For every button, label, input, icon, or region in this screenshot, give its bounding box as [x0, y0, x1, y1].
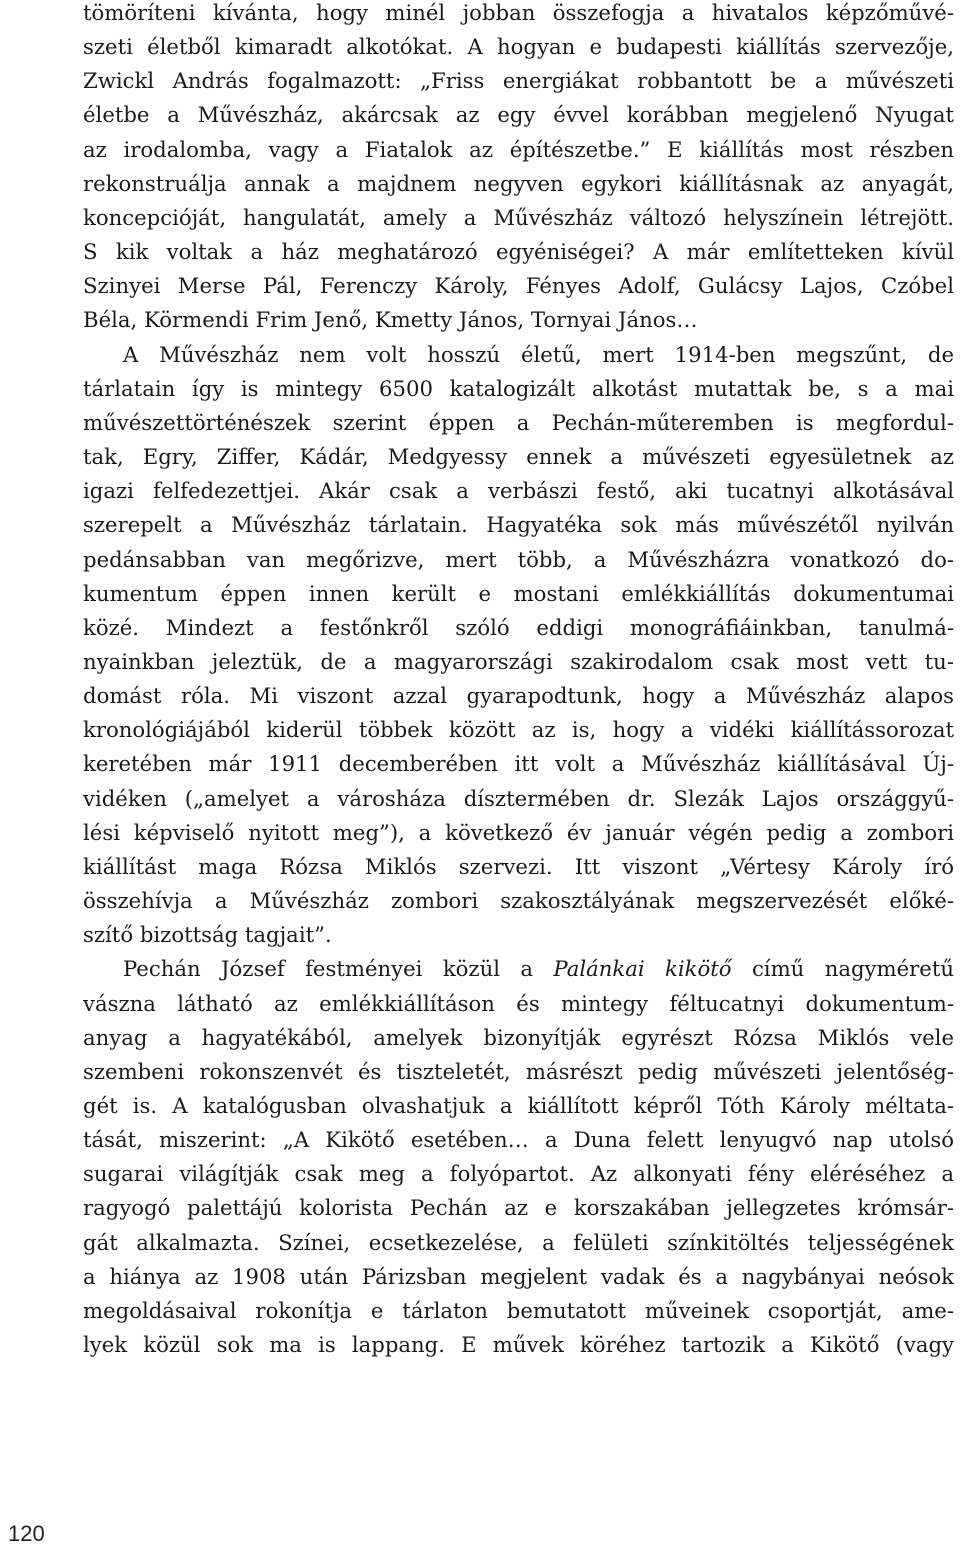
text-line: keretében már 1911 decemberében itt volt a Művészház kiállításával Új-	[83, 751, 954, 777]
text-line: lési képviselő nyitott meg”), a következő év január végén pedig a zombori	[83, 819, 954, 845]
text-line: szembeni rokonszenvét és tiszteletét, másrészt pedig művészeti jelentőség-	[83, 1058, 954, 1084]
text-line: Béla, Körmendi Frim Jenő, Kmetty János, Tornyai János…	[83, 307, 698, 333]
text-line: anyag a hagyatékából, amelyek bizonyítják egyrészt Rózsa Miklós vele	[83, 1024, 954, 1050]
text-line: tömöríteni kívánta, hogy minél jobban összefogja a hivatalos képzőművé-	[83, 0, 954, 25]
text-line: kiállítást maga Rózsa Miklós szervezi. Itt viszont „Vértesy Károly író	[83, 853, 954, 879]
text-line: koncepcióját, hangulatát, amely a Művészház változó helyszínein létrejött.	[83, 204, 954, 230]
text-line: tak, Egry, Ziffer, Kádár, Medgyessy ennek a művészeti egyesületnek az	[83, 444, 954, 470]
text-line: tárlatain így is mintegy 6500 katalogizált alkotást mutattak be, s a mai	[83, 375, 954, 401]
text-line: közé. Mindezt a festőnkről szóló eddigi monográfiáinkban, tanulmá-	[83, 614, 954, 640]
text-line: gét is. A katalógusban olvashatjuk a kiállított képről Tóth Károly méltata-	[83, 1093, 954, 1118]
text-run: című nagyméretű	[731, 956, 954, 982]
body-text	[83, 0, 954, 1362]
text-line: szítő bizottság tagjait”.	[83, 922, 332, 948]
text-line: nyainkban jeleztük, de a magyarországi szakirodalom csak most vett tu-	[83, 648, 954, 674]
text-line: szeti életből kimaradt alkotókat. A hogyan e budapesti kiállítás szervezője,	[83, 34, 954, 60]
text-line	[83, 952, 954, 986]
text-run: Pechán József festményei közül a	[123, 956, 554, 982]
text-line: lyek közül sok ma is lappang. E művek köréhez tartozik a Kikötő (vagy	[83, 1332, 954, 1358]
text-line: összehívja a Művészház zombori szakosztályának megszervezését előké-	[83, 888, 954, 914]
text-line: művészettörténészek szerint éppen a Pechán-műteremben is megfordul-	[83, 409, 954, 435]
page-number: 120	[8, 1521, 45, 1546]
text-line: A Művészház nem volt hosszú életű, mert 1914-ben megszűnt, de	[123, 341, 954, 367]
text-line: életbe a Művészház, akárcsak az egy évvel korábban megjelenő Nyugat	[83, 102, 954, 128]
text-line: Zwickl András fogalmazott: „Friss energiákat robbantott be a művészeti	[83, 68, 954, 94]
text-line: S kik voltak a ház meghatározó egyéniségei? A már említetteken kívül	[83, 239, 954, 265]
text-line: megoldásaival rokonítja e tárlaton bemutatott műveinek csoportját, ame-	[83, 1297, 954, 1323]
text-line: vidéken („amelyet a városháza dísztermében dr. Slezák Lajos országgyű-	[83, 785, 954, 811]
text-line: gát alkalmazta. Színei, ecsetkezelése, a felületi színkitöltés teljességének	[83, 1229, 954, 1255]
text-line: sugarai világítják csak meg a folyópartot. Az alkonyati fény eléréséhez a	[83, 1161, 954, 1187]
text-line: Szinyei Merse Pál, Ferenczy Károly, Fényes Adolf, Gulácsy Lajos, Czóbel	[83, 273, 954, 299]
text-line: az irodalomba, vagy a Fiatalok az építészetbe.” E kiállítás most részben	[83, 136, 954, 162]
text-line: domást róla. Mi viszont azzal gyarapodtunk, hogy a Művészház alapos	[83, 683, 954, 709]
text-line: pedánsabban van megőrizve, mert több, a Művészházra vonatkozó do-	[83, 546, 954, 572]
text-line: ragyogó palettájú kolorista Pechán az e korszakában jellegzetes krómsár-	[83, 1195, 954, 1221]
text-line: a hiánya az 1908 után Párizsban megjelent vadak és a nagybányai neósok	[83, 1263, 954, 1289]
text-line: szerepelt a Művészház tárlatain. Hagyatéka sok más művészétől nyilván	[83, 512, 954, 538]
artwork-title: Palánkai kikötő	[553, 956, 732, 982]
text-line: rekonstruálja annak a majdnem negyven egykori kiállításnak az anyagát,	[83, 170, 954, 196]
text-line: igazi felfedezettjei. Akár csak a verbászi festő, aki tucatnyi alkotásával	[83, 478, 954, 504]
text-line: vászna látható az emlékkiállításon és mintegy féltucatnyi dokumentum-	[83, 990, 954, 1016]
text-line: kumentum éppen innen került e mostani emlékkiállítás dokumentumai	[83, 580, 954, 606]
text-line: kronológiájából kiderül többek között az is, hogy a vidéki kiállítássorozat	[83, 717, 954, 743]
text-line: tását, miszerint: „A Kikötő esetében… a Duna felett lenyugvó nap utolsó	[83, 1127, 954, 1153]
